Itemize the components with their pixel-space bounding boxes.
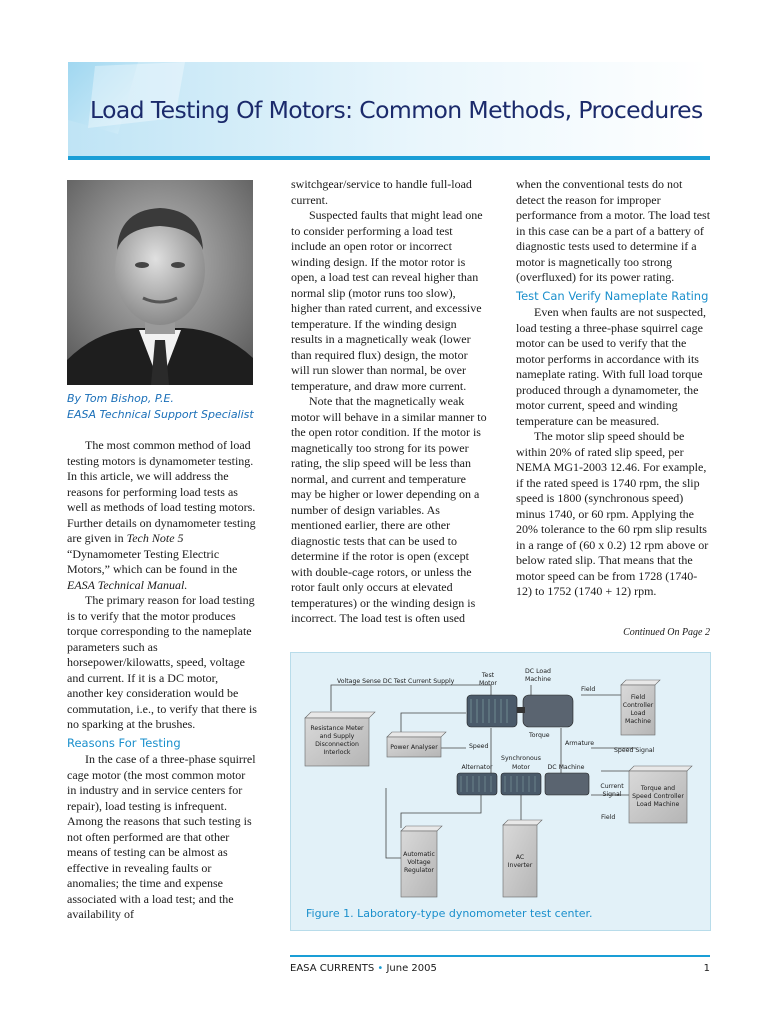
paragraph: The motor slip speed should be within 20% of rated slip speed, per NEMA MG1-2003 12.46. For example, if the rated speed is 1740 rpm, the slip speed is 1800 (synchronous speed) minus 1740, or 60 rpm. Applying the 20% tolerance to the 60 rpm slip results in a range of (60 x 0.2) 12 rpm above or below rated slip. That means that the motor speed can be from 1728 (1740-12) to 1752 (1740 + 12) rpm.: [516, 429, 709, 598]
field-controller-box: [621, 680, 660, 735]
paragraph: Suspected faults that might lead one to consider performing a load test include an open rotor or incorrect winding design. If the motor rotor is open, a load test can reveal higher than normal slip (motor runs too slow), higher than rated current, and excessive temperature. If the winding design results in a magnetically weak (lower than required flux) design, the motor will run slower than normal, be over temperature, and draw more current.: [291, 208, 483, 393]
svg-text:Regulator: Regulator: [404, 867, 434, 874]
svg-text:Interlock: Interlock: [323, 749, 351, 756]
paragraph: when the conventional tests do not detect the reason for improper performance from a motor. The load test in this case can be a part of a battery of diagnostic tests used to determine if a motor is magnetically too strong (overfluxed) for its power rating.: [516, 177, 711, 284]
svg-text:Automatic: Automatic: [403, 851, 435, 858]
power-analyser-box: [387, 732, 446, 757]
section-heading: Reasons For Testing: [67, 735, 181, 750]
page-number: 1: [703, 963, 710, 974]
svg-text:Load Machine: Load Machine: [636, 801, 680, 808]
figure-caption: Figure 1. Laboratory-type dynomometer test center.: [306, 907, 593, 920]
continued-note: Continued On Page 2: [623, 627, 710, 638]
byline: [67, 391, 254, 422]
resistance-meter-box: [305, 712, 375, 766]
article-title: Load Testing Of Motors: Common Methods, Procedures: [90, 96, 703, 124]
svg-text:Resistance Meter: Resistance Meter: [310, 725, 364, 732]
paragraph: In the case of a three-phase squirrel cage motor (the most common motor in industry and in service centers for repair), load testing is infrequent. Among the reasons that such testing is not often performed are that other means of testing can be almost as effective in revealing faults or anomalies; the time and expense associated with a load test; and the availability of: [67, 752, 256, 921]
svg-text:Speed Controller: Speed Controller: [632, 793, 684, 800]
automatic-voltage-regulator-box: [401, 826, 442, 897]
author-name: By Tom Bishop, P.E.: [67, 392, 174, 405]
svg-text:Signal: Signal: [602, 791, 622, 798]
author-role: EASA Technical Support Specialist: [67, 407, 254, 421]
svg-text:Inverter: Inverter: [507, 862, 533, 869]
svg-text:AC: AC: [515, 854, 525, 861]
ac-inverter-box: [503, 820, 542, 897]
page-footer: [290, 963, 710, 974]
section-heading: Test Can Verify Nameplate Rating: [516, 288, 709, 303]
torque-speed-controller-box: [629, 766, 692, 823]
svg-text:Machine: Machine: [525, 676, 551, 683]
svg-text:Power Analyser: Power Analyser: [390, 744, 438, 751]
svg-text:DC Machine: DC Machine: [547, 764, 585, 771]
column-1: [67, 438, 257, 923]
svg-text:Machine: Machine: [625, 718, 651, 725]
svg-text:Current: Current: [600, 783, 624, 790]
svg-text:Torque: Torque: [529, 732, 550, 739]
paragraph: The primary reason for load testing is to verify that the motor produces torque corresponding to the nameplate parameters such as horsepower/kilowatts, speed, voltage and current. If it is a DC motor, another key consideration would be commutation, i.e., to verify that there is no sparking at the brushes.: [67, 593, 257, 731]
svg-text:Speed: Speed: [469, 743, 489, 750]
svg-text:Controller: Controller: [622, 702, 654, 709]
paragraph: switchgear/service to handle full-load current.: [291, 177, 472, 207]
paragraph: Even when faults are not suspected, load testing a three-phase squirrel cage motor can be used to verify that the motor performs in accordance with its nameplate rating. With full load torque produced through a dynamometer, the motor current, speed and winding temperature can be measured.: [516, 305, 706, 428]
test-motor: [467, 695, 517, 727]
author-photo: [67, 180, 253, 385]
svg-text:Disconnection: Disconnection: [315, 741, 359, 748]
separator-dot: •: [377, 963, 384, 974]
svg-text:and Supply: and Supply: [319, 733, 355, 740]
issue-date: June 2005: [386, 963, 437, 974]
svg-text:Speed Signal: Speed Signal: [614, 747, 655, 754]
svg-text:Torque and: Torque and: [640, 785, 676, 792]
publication-name: EASA CURRENTS: [290, 963, 375, 974]
svg-text:Motor: Motor: [479, 680, 497, 687]
svg-text:Load: Load: [630, 710, 646, 717]
svg-text:Armature: Armature: [565, 740, 595, 747]
svg-text:Alternator: Alternator: [461, 764, 493, 771]
svg-text:DC Load: DC Load: [525, 668, 551, 675]
synchronous-set: [457, 773, 589, 795]
test-center-diagram: [291, 653, 712, 932]
svg-text:Field: Field: [630, 694, 646, 701]
title-rule: [68, 156, 710, 160]
svg-text:Voltage Sense DC Test Current: Voltage Sense DC Test Current Supply: [337, 678, 455, 685]
paragraph: Note that the magnetically weak motor will behave in a similar manner to the open rotor condition. If the motor is magnetically too strong for its power rating, the slip speed will be less than normal, and current and temperature may be higher or lower depending on a number of design variables. As mentioned earlier, there are other diagnostic tests that can be used to determine if the rotor is open (except with double-cage rotors, or unless the rotor fault only occurs at elevated temperatures) or the winding design is incorrect. The load test is often used: [291, 394, 487, 625]
dc-load-machine: [517, 695, 573, 727]
svg-text:Voltage: Voltage: [407, 859, 431, 866]
svg-text:Motor: Motor: [512, 764, 530, 771]
svg-text:Field: Field: [601, 814, 616, 821]
footer-rule: [290, 955, 710, 957]
column-3: [516, 177, 712, 600]
svg-text:Test: Test: [481, 672, 495, 679]
column-2: [291, 177, 487, 627]
paragraph: The most common method of load testing motors is dynamometer testing. In this article, we will address the reasons for performing load tests as well as methods of load testing motors. Further details on dynamometer testing are given in Tech Note 5 “Dynamometer Testing Electric Motors,” which can be found in the EASA Technical Manual.: [67, 438, 256, 592]
svg-text:Field: Field: [581, 686, 596, 693]
figure-1: [290, 652, 711, 931]
svg-text:Synchronous: Synchronous: [501, 755, 541, 762]
